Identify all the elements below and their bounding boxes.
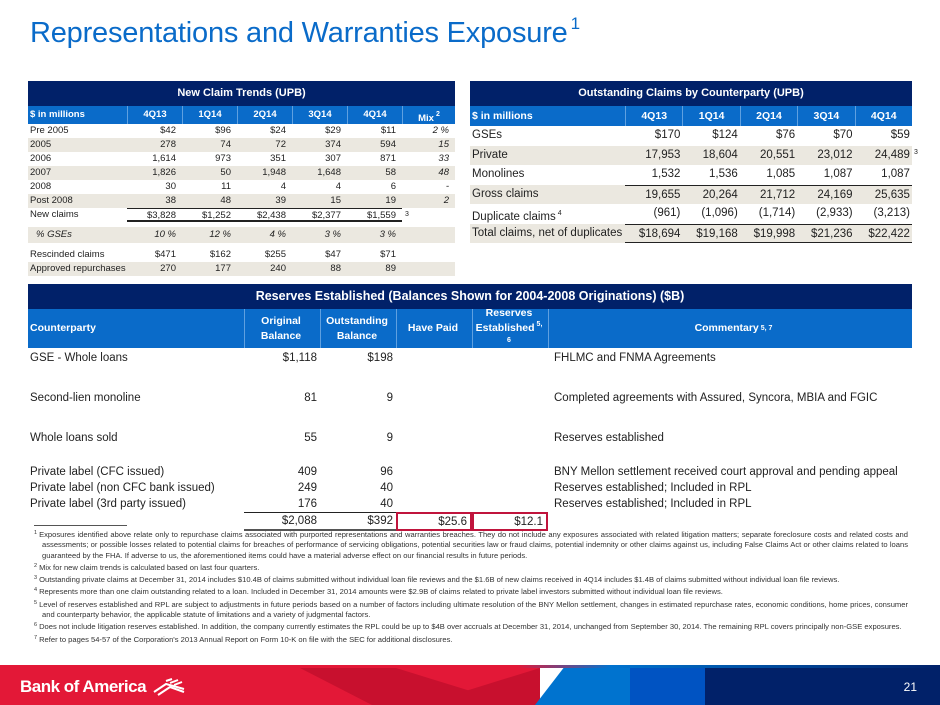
cell-reserves xyxy=(472,430,548,446)
table-row-rescinded xyxy=(28,248,455,262)
cell: 74 xyxy=(220,139,231,150)
cell: 23,012 xyxy=(817,148,853,161)
cell: (1,714) xyxy=(758,207,796,219)
cell: 374 xyxy=(325,139,341,150)
cell-counterparty: Private label (3rd party issued) xyxy=(30,498,186,510)
col-header: 4Q14 xyxy=(855,106,912,126)
cell: 38 xyxy=(165,195,176,206)
cell: 48 xyxy=(220,195,231,206)
row-label xyxy=(470,224,625,244)
cell-have-paid xyxy=(396,350,472,366)
col-header: 2Q14 xyxy=(740,106,797,126)
new-claim-trends-header xyxy=(28,106,455,124)
cell-mix: 48 xyxy=(438,167,449,178)
cell: 89 xyxy=(385,263,396,274)
footnote-text: Represents more than one claim outstanding related to a loan. Included in December 31, 2014 amounts were $2.9B of claims related to private label investors submitted without individual loan file reviews. xyxy=(39,587,723,597)
footnotes xyxy=(34,528,908,645)
cell: 18,604 xyxy=(702,148,738,161)
cell: $47 xyxy=(325,249,341,260)
footnote-number: 6 xyxy=(34,622,38,629)
col-header: 4Q14 xyxy=(347,106,402,124)
col-header: $ in millions xyxy=(472,110,533,122)
cell: 177 xyxy=(215,263,231,274)
page-title-text: Representations and Warranties Exposure xyxy=(30,17,568,49)
cell-have-paid xyxy=(396,496,472,512)
cell-original-balance: 176 xyxy=(297,498,317,510)
cell-commentary: FHLMC and FNMA Agreements xyxy=(554,352,716,364)
cell: 973 xyxy=(215,153,231,164)
cell: 4 % xyxy=(269,229,286,240)
row-label: % GSEs xyxy=(36,229,72,240)
cell: 1,536 xyxy=(709,168,738,180)
cell-counterparty: Private label (non CFC bank issued) xyxy=(30,482,215,494)
col-header xyxy=(472,309,548,348)
table-row xyxy=(28,464,912,480)
table-row xyxy=(28,138,455,152)
cell: 24,169 xyxy=(797,185,854,205)
cell-outstanding-balance: $198 xyxy=(367,352,393,364)
row-label xyxy=(470,126,625,146)
cell-original-balance: 55 xyxy=(304,432,317,444)
table-row xyxy=(28,194,455,208)
footnote-ref: 3 xyxy=(405,211,409,218)
cell-original-balance: $1,118 xyxy=(282,352,317,364)
cell: $11 xyxy=(380,125,396,136)
cell: 351 xyxy=(270,153,286,164)
cell: 10 % xyxy=(154,229,176,240)
table-row xyxy=(28,430,912,446)
cell-reserves xyxy=(472,496,548,512)
cell-original-balance: 409 xyxy=(297,466,317,478)
row-label: Approved repurchases xyxy=(30,263,126,274)
table-row xyxy=(28,480,912,496)
row-label: Post 2008 xyxy=(30,195,73,206)
footnote xyxy=(34,633,908,645)
page-title xyxy=(30,14,580,50)
cell-commentary: Reserves established xyxy=(554,432,664,444)
cell: 30 xyxy=(165,181,176,192)
cell: 270 xyxy=(160,263,176,274)
col-header xyxy=(548,309,912,348)
cell: (2,933) xyxy=(816,207,853,219)
cell: $162 xyxy=(209,249,231,260)
cell: 58 xyxy=(385,167,396,178)
cell: 19,655 xyxy=(625,185,682,205)
cell: 307 xyxy=(325,153,341,164)
cell: 3 % xyxy=(324,229,341,240)
col-header: 4Q13 xyxy=(625,106,682,126)
cell: 20,264 xyxy=(682,185,739,205)
title-footnote: 1 xyxy=(570,14,580,33)
cell-have-paid xyxy=(396,480,472,496)
reserves-header xyxy=(28,309,912,348)
mix-label: Mix xyxy=(418,113,434,124)
cell-reserves xyxy=(472,390,548,406)
cell: 15 xyxy=(330,195,341,206)
col-header xyxy=(244,309,320,348)
cell: 25,635 xyxy=(855,185,912,205)
row-label: 2007 xyxy=(30,167,52,178)
cell: $96 xyxy=(215,125,231,136)
cell: 1,087 xyxy=(881,168,910,180)
cell-mix: 33 xyxy=(438,153,449,164)
footnote-text: Does not include litigation reserves established. In addition, the company currently estimates the RPL could be up to $4B over accruals at December 31, 2014, unchanged from September 30, 2014. The remaining RPL covers principally non-GSE exposures. xyxy=(39,622,902,632)
cell: 20,551 xyxy=(759,148,796,161)
col-header: Have Paid xyxy=(396,309,472,348)
footnote xyxy=(34,528,908,561)
footnote xyxy=(34,561,908,573)
cell-commentary: Reserves established; Included in RPL xyxy=(554,498,752,510)
outstanding-claims-table xyxy=(470,81,918,243)
cell: 17,953 xyxy=(645,148,681,161)
table-row xyxy=(470,185,912,205)
table-row xyxy=(470,165,912,185)
row-label: 2008 xyxy=(30,181,52,192)
cell: $21,236 xyxy=(797,224,854,244)
cell: 19 xyxy=(385,195,396,206)
footnote-divider xyxy=(34,525,127,526)
cell: 240 xyxy=(270,263,286,274)
col-header-line: Balance xyxy=(336,329,378,342)
footnote-ref: 4 xyxy=(557,210,562,217)
table-row xyxy=(470,146,918,166)
cell: 11 xyxy=(221,181,231,192)
col-header: 3Q14 xyxy=(797,106,854,126)
cell: $170 xyxy=(654,129,681,141)
table-row xyxy=(28,390,912,406)
col-header-mix xyxy=(402,106,455,124)
table-row xyxy=(28,152,455,166)
cell: 50 xyxy=(220,167,231,178)
cell: 24,489 3 xyxy=(855,146,912,166)
cell-reserves xyxy=(472,480,548,496)
bank-of-america-logo xyxy=(20,677,186,697)
col-header-line: Reserves xyxy=(485,307,533,320)
cell: $3,828 xyxy=(127,208,182,222)
cell-counterparty: GSE - Whole loans xyxy=(30,352,128,364)
new-claim-trends-title: New Claim Trends (UPB) xyxy=(28,81,455,106)
cell: 1,614 xyxy=(152,153,176,164)
cell: 4 xyxy=(280,181,286,192)
cell-counterparty: Second-lien monoline xyxy=(30,392,141,404)
outstanding-claims-header xyxy=(470,106,912,126)
cell-reserves xyxy=(472,464,548,480)
cell: $1,252 xyxy=(182,208,237,222)
cell-original-balance: 249 xyxy=(297,482,317,494)
cell: $19,998 xyxy=(740,224,797,244)
col-header-line: Established xyxy=(475,322,535,335)
cell-counterparty: Private label (CFC issued) xyxy=(30,466,165,478)
table-row xyxy=(28,496,912,512)
cell-highlighted: $25.6 xyxy=(396,512,472,531)
outstanding-claims-title: Outstanding Claims by Counterparty (UPB) xyxy=(470,81,912,106)
footnote-text: Mix for new claim trends is calculated based on last four quarters. xyxy=(39,562,260,572)
footnote-number: 5 xyxy=(34,599,38,606)
table-row xyxy=(470,204,912,224)
brand-name: Bank of America xyxy=(20,677,147,696)
row-label-text: Duplicate claims xyxy=(472,211,556,223)
cell-have-paid xyxy=(396,464,472,480)
cell-highlighted: $12.1 xyxy=(472,512,548,531)
row-label: New claims xyxy=(30,209,79,220)
row-label-text: GSEs xyxy=(472,129,503,141)
cell: $70 xyxy=(833,129,853,141)
footnote-text: Outstanding private claims at December 31, 2014 includes $10.4B of claims submitted without individual loan file reviews and the $1.6B of new claims received in 4Q14 includes $1.4B of claims submitted without individual loan file reviews. xyxy=(39,575,840,585)
footnote-ref: 5, 7 xyxy=(760,324,773,332)
cell: 1,532 xyxy=(651,168,681,180)
col-header: 3Q14 xyxy=(292,106,347,124)
col-header-line: Commentary xyxy=(694,322,759,335)
cell: 1,948 xyxy=(262,167,286,178)
cell: $2,377 xyxy=(292,208,347,222)
footnote-number: 4 xyxy=(34,587,38,594)
row-label xyxy=(470,204,625,224)
cell-have-paid xyxy=(396,390,472,406)
footnote-number: 3 xyxy=(34,575,38,582)
row-label xyxy=(470,165,625,185)
cell: 1,826 xyxy=(152,167,176,178)
cell: 72 xyxy=(275,139,286,150)
cell-mix: 2 xyxy=(443,195,449,206)
cell-commentary: Reserves established; Included in RPL xyxy=(554,482,752,494)
cell-reserves xyxy=(472,350,548,366)
footnote xyxy=(34,573,908,585)
cell: 594 xyxy=(380,139,396,150)
footnote-text: Refer to pages 54-57 of the Corporation's 2013 Annual Report on Form 10-K on file with the SEC for additional disclosures. xyxy=(39,634,453,644)
footnote-text: Level of reserves established and RPL are subject to adjustments in future periods based on a number of factors including ultimate resolution of the BNY Mellon settlement, changes in estimated repurchase rates, economic conditions, home prices, consumer and counterparty behavior, the applicable statute of limitations and a variety of judgmental factors. xyxy=(39,599,908,620)
cell: $19,168 xyxy=(682,224,739,244)
cell: $22,422 xyxy=(855,224,912,244)
cell-commentary: BNY Mellon settlement received court approval and pending appeal xyxy=(554,466,898,478)
cell: 4 xyxy=(335,181,341,192)
table-row-approved xyxy=(28,262,455,276)
cell: 3 % xyxy=(379,229,396,240)
flag-icon xyxy=(152,678,186,696)
cell: $124 xyxy=(712,129,738,141)
footnote-ref: 2 xyxy=(435,111,440,118)
row-label: 2005 xyxy=(30,139,52,150)
col-header-line: Balance xyxy=(260,329,302,342)
row-label xyxy=(470,146,625,166)
reserves-title: Reserves Established (Balances Shown for 2004-2008 Originations) ($B) xyxy=(28,284,912,309)
cell: $255 xyxy=(264,249,286,260)
col-header xyxy=(320,309,396,348)
cell-outstanding-balance: 9 xyxy=(386,432,393,444)
table-row xyxy=(470,126,912,146)
col-header-line: Original xyxy=(261,315,301,328)
cell: (1,096) xyxy=(701,207,738,219)
table-row xyxy=(28,124,455,138)
footnote-ref: 3 xyxy=(914,148,918,156)
cell: $1,559 xyxy=(347,208,402,222)
table-row xyxy=(470,224,912,244)
cell-outstanding-balance: 40 xyxy=(380,498,393,510)
footnote-number: 2 xyxy=(34,562,38,569)
col-header: 1Q14 xyxy=(682,106,739,126)
footnote xyxy=(34,585,908,597)
cell: 6 xyxy=(390,181,396,192)
table-row xyxy=(28,166,455,180)
cell: $29 xyxy=(325,125,341,136)
cell: $18,694 xyxy=(625,224,682,244)
reserves-table xyxy=(28,284,912,531)
cell: 88 xyxy=(330,263,341,274)
table-row-pct-gse xyxy=(28,227,455,243)
cell-mix: - xyxy=(445,181,449,192)
row-label-text: Monolines xyxy=(472,168,525,180)
cell: $42 xyxy=(160,125,176,136)
table-row xyxy=(28,350,912,366)
footnote-number: 7 xyxy=(34,634,38,641)
cell-counterparty: Whole loans sold xyxy=(30,432,118,444)
cell: 871 xyxy=(380,153,396,164)
footer xyxy=(0,668,940,705)
cell: $71 xyxy=(380,249,396,260)
col-header: 4Q13 xyxy=(127,106,182,124)
cell: $2,438 xyxy=(237,208,292,222)
table-row xyxy=(28,180,455,194)
cell-original-balance: 81 xyxy=(304,392,317,404)
cell: 39 xyxy=(275,195,286,206)
col-header: 2Q14 xyxy=(237,106,292,124)
row-label-text: Total claims, net of duplicates xyxy=(472,226,623,239)
row-label: Rescinded claims xyxy=(30,249,105,260)
col-header: $ in millions xyxy=(30,109,85,120)
cell: $59 xyxy=(890,129,910,141)
cell-mix: 15 xyxy=(438,139,449,150)
col-header-line: Outstanding xyxy=(326,315,388,328)
row-label-text: Gross claims xyxy=(472,187,539,200)
footnote xyxy=(34,620,908,632)
cell: $76 xyxy=(775,129,796,141)
cell: 278 xyxy=(160,139,176,150)
cell: (961) xyxy=(653,207,681,219)
cell: (3,213) xyxy=(873,207,910,219)
cell: 1,085 xyxy=(766,168,796,180)
cell-commentary: Completed agreements with Assured, Syncora, MBIA and FGIC xyxy=(554,392,878,404)
cell-outstanding-balance: 40 xyxy=(380,482,393,494)
cell-outstanding-balance: 96 xyxy=(380,466,393,478)
col-header: Counterparty xyxy=(30,322,96,335)
col-header: 1Q14 xyxy=(182,106,237,124)
cell: 12 % xyxy=(209,229,231,240)
cell: $24 xyxy=(270,125,286,136)
cell: 1,648 xyxy=(317,167,341,178)
footnote xyxy=(34,598,908,621)
table-row-total xyxy=(28,208,455,222)
cell: 21,712 xyxy=(740,185,797,205)
footnote-ref: 5, 6 xyxy=(507,321,543,344)
cell: $2,088 xyxy=(244,512,320,531)
row-label: 2006 xyxy=(30,153,52,164)
cell: $471 xyxy=(154,249,176,260)
cell-outstanding-balance: 9 xyxy=(386,392,393,404)
row-label-text: Private xyxy=(472,148,508,161)
new-claim-trends-table xyxy=(28,81,455,276)
cell-mix: 2 % xyxy=(432,125,449,136)
cell: $392 xyxy=(320,512,396,531)
cell: 1,087 xyxy=(823,168,853,180)
row-label xyxy=(470,185,625,205)
footnote-number: 1 xyxy=(34,530,38,536)
cell-have-paid xyxy=(396,430,472,446)
footnote-text: Exposures identified above relate only to repurchase claims associated with purported representations and warranties breaches. They do not include any exposures associated with related litigation matters; separate foreclosure costs and related costs and assessments; or possible losses related to potential claims for breaches of performance of servicing obligations, potential securities law or fraud claims, potential indemnity or other claims against us, including False Claims Act or other claims related to loans guaranteed by the FHA. If adverse to us, the aforementioned items could have a material adverse effect on our financial results in future periods. xyxy=(39,530,908,560)
page-number: 21 xyxy=(903,680,917,694)
row-label: Pre 2005 xyxy=(30,125,69,136)
